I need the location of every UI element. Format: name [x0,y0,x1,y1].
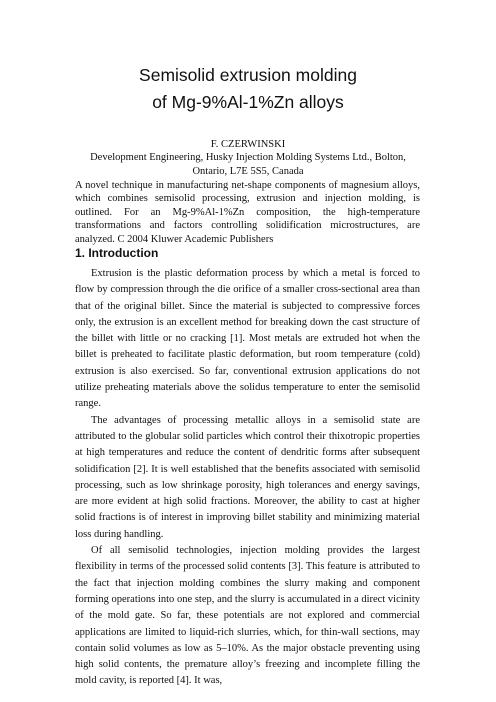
paragraph-2: The advantages of processing metallic alloys in a semisolid state are attributed to the globular solid particles which control their thixotropic properties at high temperatures and reduce the content of dendritic forms after subsequent solidification [2]. It is well established that the benefits associated with semisolid processing, such as low shrinkage porosity, high tolerances and energy savings, are more evident at high solid fractions. Moreover, the ability to cast at higher solid fractions is of interest in improving billet stability and minimizing material loss during handling. [75,414,420,540]
paragraph-1: Extrusion is the plastic deformation process by which a metal is forced to flow by compression through the die orifice of a smaller cross-sectional area than that of the original billet. Since the material is subjected to compressive forces only, the extrusion is an excellent method for breaking down the cast structure of the billet with little or no cracking [1]. Most metals are extruded hot when the billet is preheated to facilitate plastic deformation, but room temperature (cold) extrusion is also exercised. So far, conventional extrusion applications do not utilize preheating materials above the solidus temperature to enter the semisolid range. [75,268,420,410]
paper-title-line-1: Semisolid extrusion molding [139,65,357,85]
affiliation-line-1: Development Engineering, Husky Injection Molding Systems Ltd., Bolton, [90,152,406,163]
section-body [75,266,420,690]
paragraph-3: Of all semisolid technologies, injection molding provides the largest flexibility in terms of the processed solid contents [3]. This feature is attributed to the fact that injection molding combines the slurry making and component forming operations into one step, and the slurry is accumulated in a direct vicinity of the mold gate. So far, these potentials are not explored and commercial applications are limited to liquid-rich slurries, which, for thin-wall sections, may contain solid volumes as low as 5–10%. As the major obstacle preventing using high solid contents, the premature alloy’s freezing and incomplete filling the mold cavity, is reported [4]. It was, [75,545,420,687]
paper-title-line-2: of Mg-9%Al-1%Zn alloys [152,92,344,112]
section-heading: 1. Introduction [75,246,159,260]
abstract: A novel technique in manufacturing net-shape components of magnesium alloys, which combines semisolid processing, extrusion and injection molding, is outlined. For an Mg-9%Al-1%Zn composition, the high-temperature transformations and factors controlling solidification microstructures, are analyzed. C 2004 Kluwer Academic Publishers [75,180,420,245]
author-name: F. CZERWINSKI [210,139,286,150]
affiliation-line-2: Ontario, L7E 5S5, Canada [192,166,304,177]
